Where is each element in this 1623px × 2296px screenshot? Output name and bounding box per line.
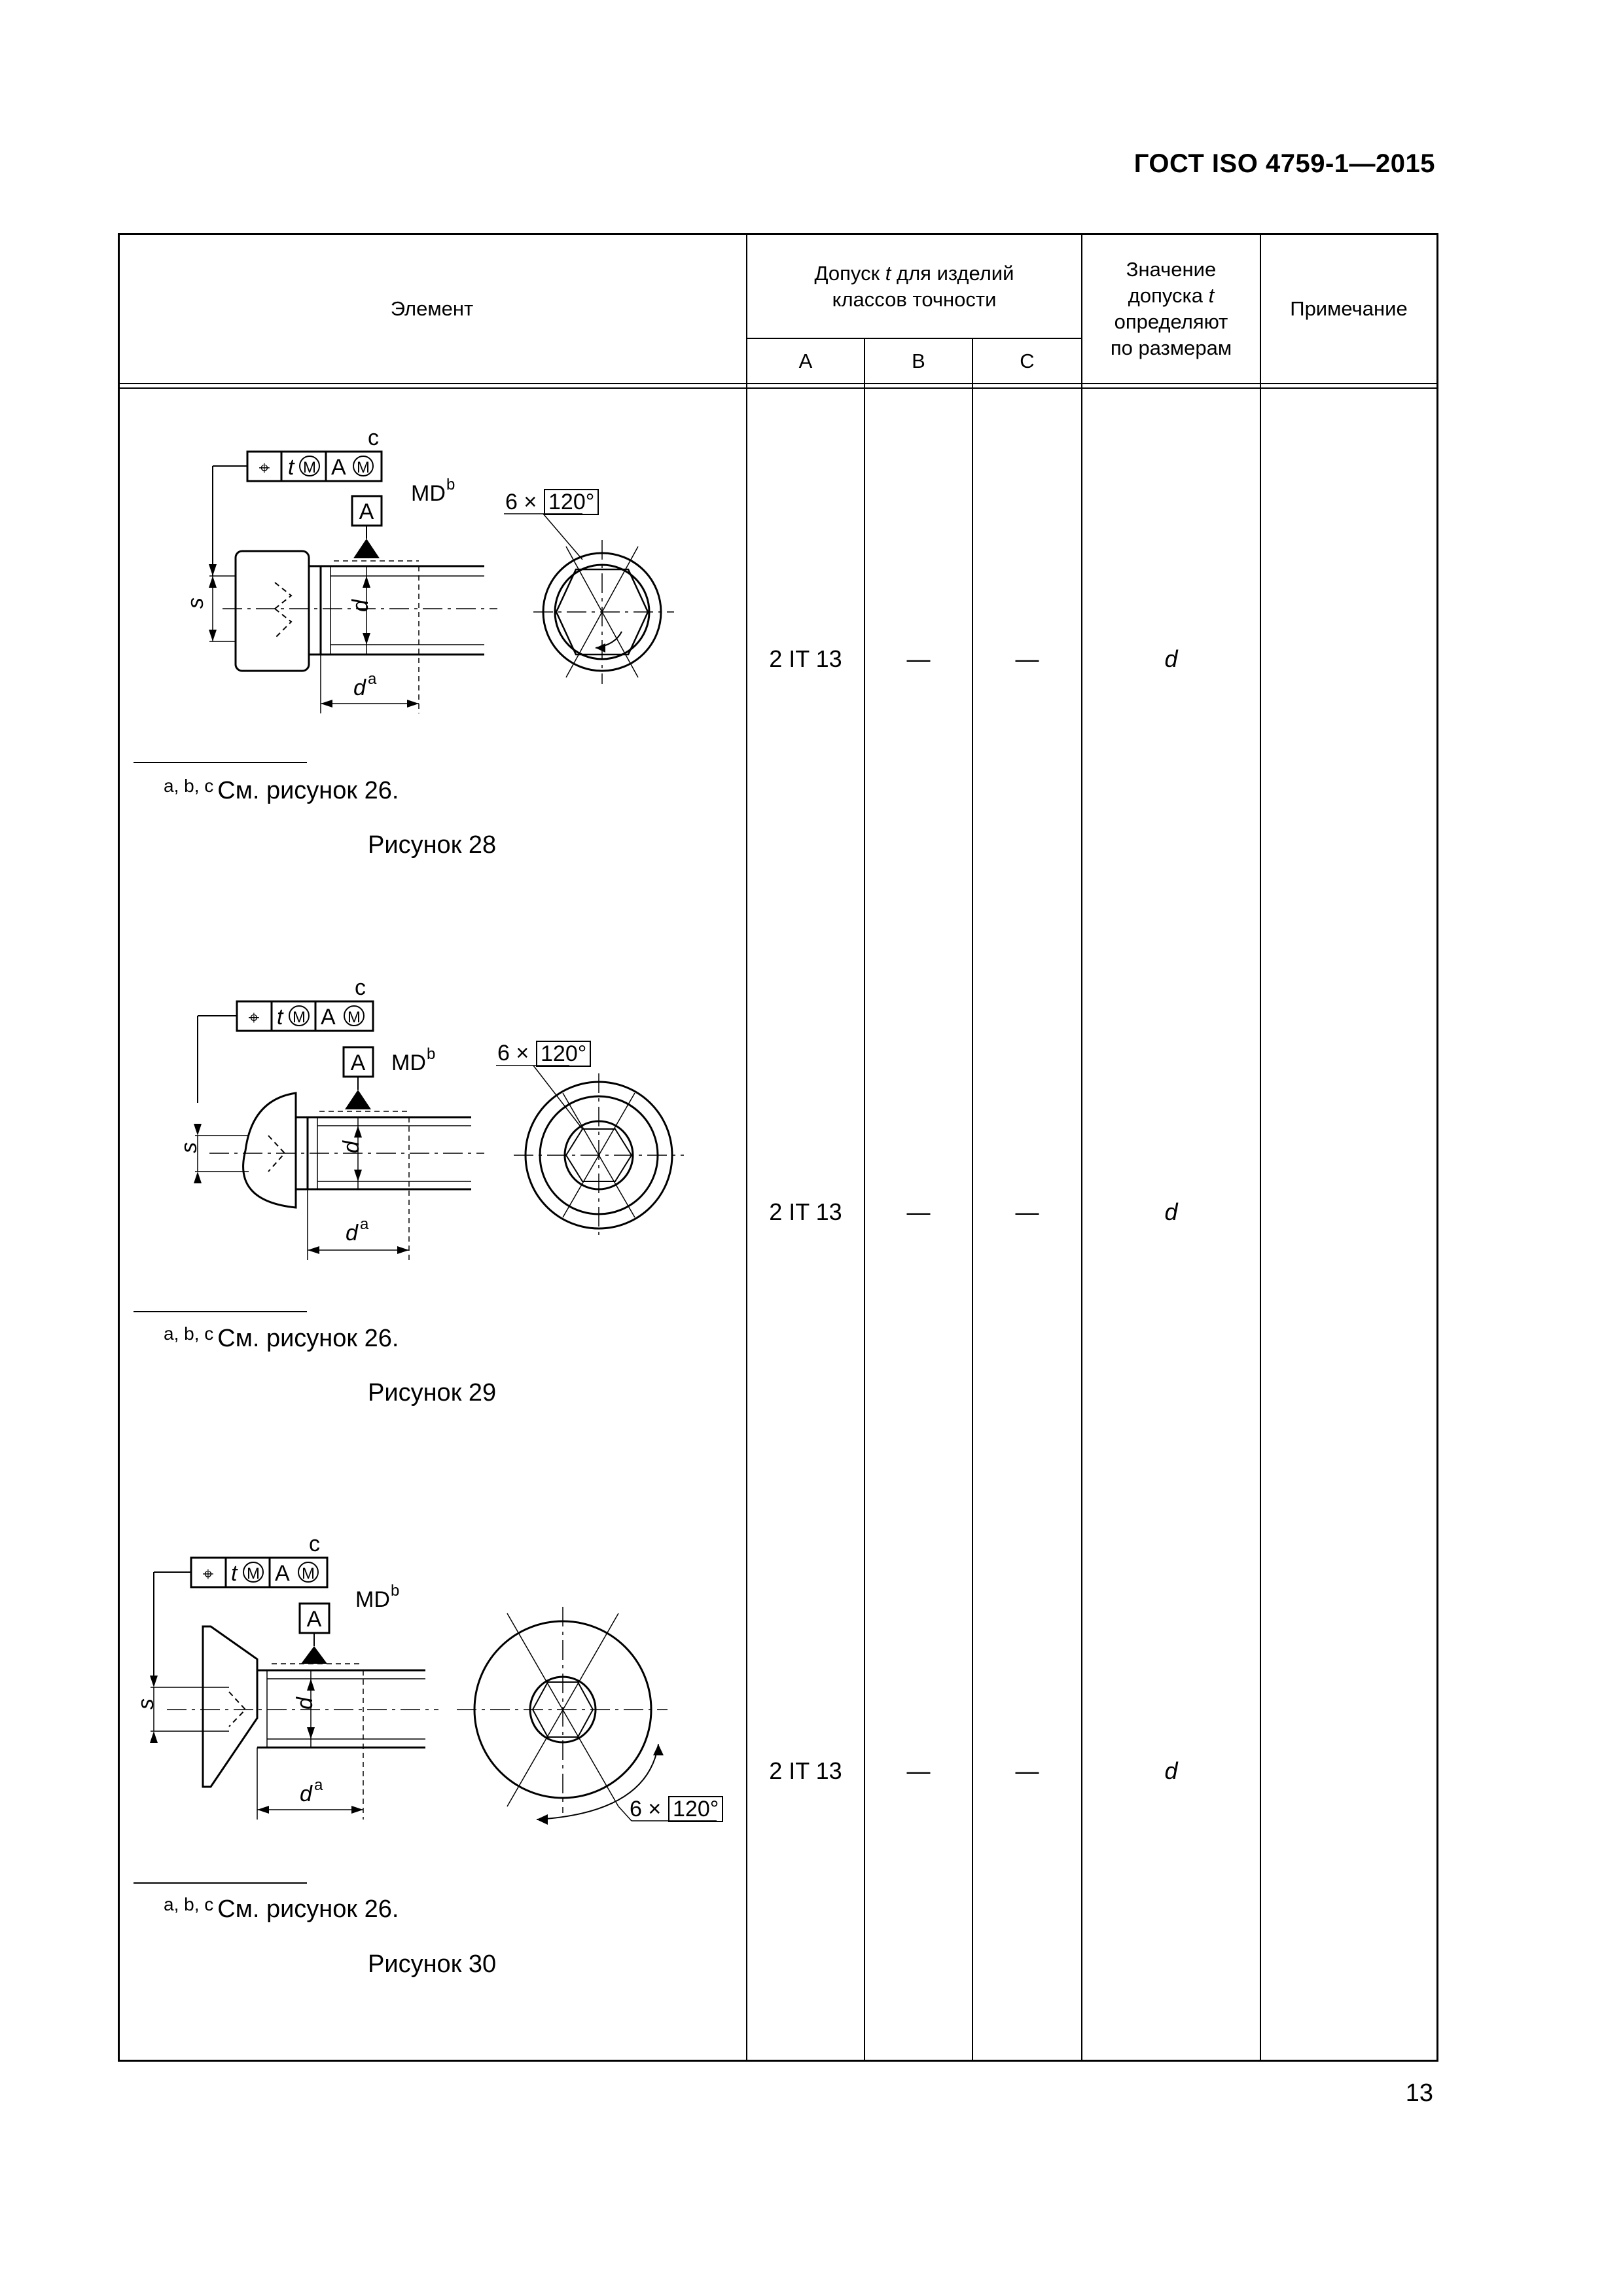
figure-28-drawing: [177, 380, 700, 720]
svg-text:t: t: [231, 1561, 238, 1586]
svg-text:A: A: [306, 1607, 322, 1632]
row2-value: d: [1164, 1198, 1178, 1225]
svg-text:6 ×: 6 ×: [497, 1041, 529, 1066]
header-class-a: A: [798, 350, 813, 372]
svg-text:a: a: [360, 1215, 369, 1233]
row3-value: d: [1164, 1757, 1178, 1784]
caption-figure-30: Рисунок 30: [368, 1950, 497, 1978]
svg-text:s: s: [177, 1142, 202, 1153]
row3-class-c: —: [1015, 1757, 1039, 1784]
svg-text:s: s: [134, 1698, 158, 1710]
header-class-c: C: [1020, 350, 1035, 372]
row1-class-b: —: [906, 645, 931, 672]
svg-text:M: M: [293, 1009, 306, 1026]
svg-text:6 ×: 6 ×: [630, 1797, 662, 1821]
svg-text:MD: MD: [411, 481, 446, 506]
svg-text:A: A: [350, 1050, 366, 1075]
svg-text:c: c: [368, 425, 379, 450]
svg-text:6 ×: 6 ×: [505, 490, 537, 514]
svg-text:a: a: [368, 670, 377, 688]
svg-text:t: t: [288, 455, 294, 480]
svg-text:120°: 120°: [673, 1797, 719, 1821]
header-note: Примечание: [1290, 297, 1408, 320]
svg-text:M: M: [348, 1009, 361, 1026]
svg-text:c: c: [355, 975, 366, 1000]
footnote-30: $^{a, b, c}$ См. рисунок 26.: [164, 1894, 399, 1923]
svg-text:c: c: [309, 1532, 320, 1556]
row3-class-b: —: [906, 1757, 931, 1784]
svg-text:b: b: [391, 1582, 400, 1600]
position-symbol-icon: ⌖: [259, 457, 270, 479]
svg-text:s: s: [183, 598, 208, 609]
svg-text:M: M: [303, 459, 316, 476]
row3-class-a: 2 IT 13: [769, 1757, 842, 1784]
svg-text:d: d: [339, 1141, 364, 1153]
row1-class-c: —: [1015, 645, 1039, 672]
figure-29-drawing: [170, 969, 707, 1276]
svg-text:M: M: [357, 459, 370, 476]
header-class-b: B: [912, 350, 925, 372]
svg-text:d: d: [300, 1782, 312, 1806]
standard-designation: ГОСТ ISO 4759-1—2015: [1133, 149, 1435, 178]
row2-class-b: —: [906, 1198, 931, 1225]
svg-text:M: M: [302, 1565, 315, 1583]
page-number: 13: [1405, 2079, 1433, 2107]
row2-class-a: 2 IT 13: [769, 1198, 842, 1225]
svg-text:A: A: [359, 499, 374, 524]
svg-text:a: a: [314, 1776, 323, 1794]
svg-text:b: b: [446, 476, 455, 493]
header-tolerance-value: Значение допуска t определяют по размерам: [1110, 258, 1232, 359]
header-tolerance: Допуск t для изделий классов точности: [814, 262, 1014, 311]
header-element: Элемент: [390, 297, 474, 320]
row1-class-a: 2 IT 13: [769, 645, 842, 672]
svg-text:b: b: [427, 1045, 436, 1063]
svg-text:120°: 120°: [541, 1041, 587, 1066]
position-symbol-icon: ⌖: [248, 1007, 260, 1029]
footnote-rule-28: [134, 762, 307, 763]
svg-text:d: d: [346, 1221, 358, 1246]
svg-text:t: t: [277, 1005, 283, 1030]
svg-text:d: d: [348, 600, 373, 612]
svg-text:MD: MD: [391, 1050, 426, 1075]
caption-figure-28: Рисунок 28: [368, 831, 497, 859]
svg-text:d: d: [293, 1697, 317, 1710]
svg-text:A: A: [331, 455, 346, 480]
position-symbol-icon: ⌖: [202, 1564, 214, 1585]
svg-text:MD: MD: [355, 1587, 390, 1612]
svg-text:M: M: [247, 1565, 260, 1583]
row1-value: d: [1164, 645, 1178, 672]
footnote-rule-30: [134, 1882, 307, 1884]
svg-text:d: d: [353, 675, 366, 700]
svg-text:A: A: [275, 1561, 290, 1586]
row2-class-c: —: [1015, 1198, 1039, 1225]
svg-text:120°: 120°: [548, 490, 595, 514]
figure-30-drawing: [134, 1518, 740, 1859]
footnote-rule-29: [134, 1311, 307, 1312]
footnote-29: $^{a, b, c}$ См. рисунок 26.: [164, 1323, 399, 1352]
footnote-28: $^{a, b, c}$ См. рисунок 26.: [164, 776, 399, 804]
caption-figure-29: Рисунок 29: [368, 1379, 497, 1407]
svg-text:A: A: [321, 1005, 336, 1030]
